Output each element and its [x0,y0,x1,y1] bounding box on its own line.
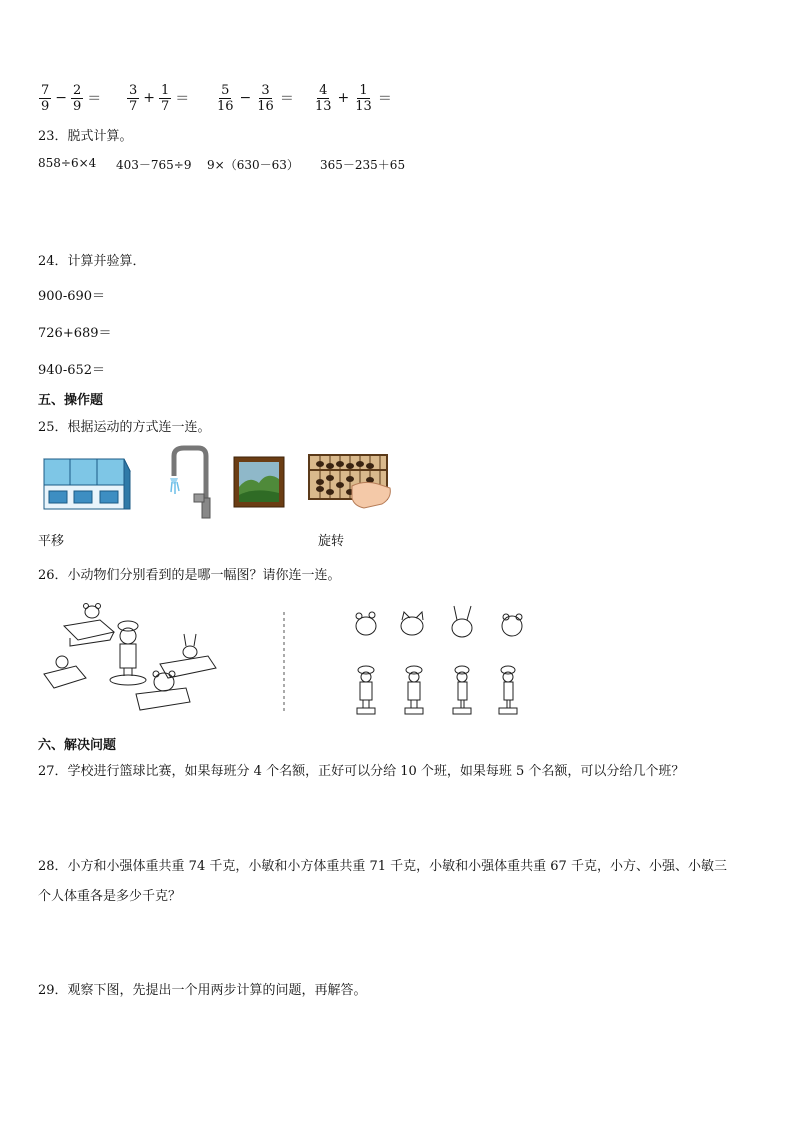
q27-text: 27．学校进行篮球比赛，如果每班分 4 个名额，正好可以分给 10 个班，如果每班 5 个名额，可以分给几个班？ [38,764,685,779]
fraction: $\frac{5}{16}$ [217,82,234,114]
framed-picture-illustration [234,457,284,507]
q29-text: 29．观察下图，先提出一个用两步计算的问题，再解答。 [38,983,367,998]
q28-text-line-2: 个人体重各是多少千克？ [38,889,182,904]
animals-around-figure-illustration [40,598,230,718]
q24-line-2: 726+689＝ [38,326,112,341]
q28-text-line-1: 28．小方和小强体重共重 74 千克，小敏和小方体重共重 71 千克，小敏和小强体重共重 67 千克，小方、小强、小敏三 [38,859,727,874]
q23-expr-3: 9×（630－63） [207,158,299,172]
q23-expr-2: 403－765÷9 [116,158,192,172]
faucet-illustration [164,446,216,520]
animal-heads-row-illustration [350,604,530,644]
q26-title: 26．小动物们分别看到的是哪一幅图？请你连一连。 [38,568,341,583]
q23-title: 23．脱式计算。 [38,129,133,144]
fraction-problem-4: $\frac{4}{13}$ + $\frac{1}{13}$ ＝ [315,82,392,114]
q24-title: 24．计算并验算． [38,254,146,269]
dashed-divider [282,612,286,712]
fraction: $\frac{7}{9}$ [41,82,50,114]
fraction: $\frac{1}{13}$ [355,82,372,114]
figure-views-row-illustration [350,664,530,720]
q24-line-3: 940-652＝ [38,363,106,378]
fraction-problem-3: $\frac{5}{16}$ − $\frac{3}{16}$ ＝ [217,82,294,114]
fraction-problem-1: $\frac{7}{9}$ − $\frac{2}{9}$ ＝ [41,82,102,114]
q23-expr-4: 365－235＋65 [320,158,406,172]
fraction: $\frac{2}{9}$ [73,82,82,114]
q25-label-translation: 平移 [38,534,65,549]
fraction: $\frac{3}{7}$ [129,82,138,114]
fraction-problem-2: $\frac{3}{7}$ + $\frac{1}{7}$ ＝ [129,82,190,114]
fraction: $\frac{4}{13}$ [315,82,332,114]
section-6-heading: 六、解决问题 [38,738,117,753]
glass-cabinet-illustration [40,455,130,511]
abacus-illustration [308,454,392,512]
q24-line-1: 900-690＝ [38,289,106,304]
fraction: $\frac{1}{7}$ [161,82,170,114]
section-5-heading: 五、操作题 [38,393,104,408]
q23-expr-1: 858÷6×4 [38,156,97,170]
q25-label-rotation: 旋转 [318,534,345,549]
fraction: $\frac{3}{16}$ [257,82,274,114]
q25-title: 25．根据运动的方式连一连。 [38,420,211,435]
